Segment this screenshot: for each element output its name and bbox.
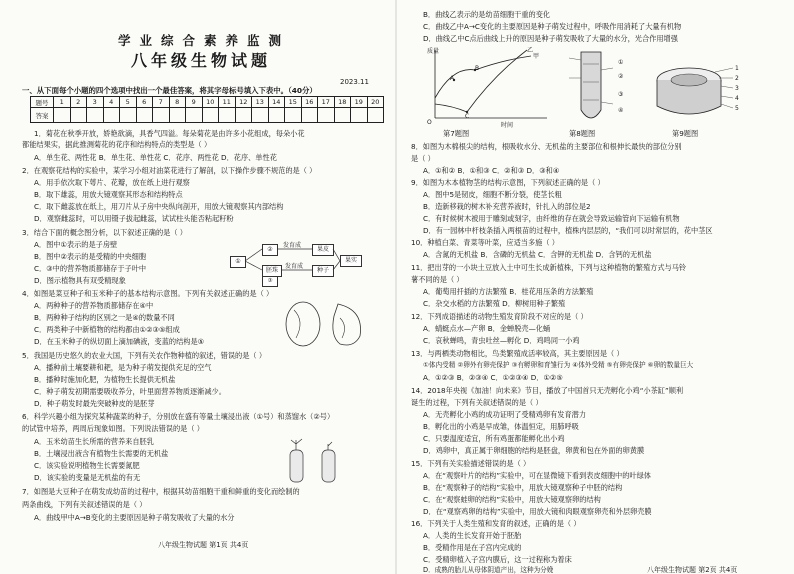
option-line: B．图中②表示的是受精的中央细胞 bbox=[34, 252, 147, 261]
question-line: 都能结果实，据此推测菊花的花序和结构特点的类型是（ ） bbox=[22, 140, 212, 149]
question-line: 16．下列关于人类生殖和发育的叙述，正确的是（ ） bbox=[411, 519, 581, 528]
question-line: 2．在观察花结构的实验中，某学习小组对油菜花进行了解剖，以下操作步骤不规范的是（ ） bbox=[22, 166, 317, 175]
question-line: 3．结合下面的概念图分析，以下叙述正确的是（ ） bbox=[22, 228, 187, 237]
figure-caption: 第7题图 bbox=[443, 129, 470, 138]
option-line: C．受精卵植入子宫内膜后，这一过程称为着床 bbox=[423, 555, 572, 564]
question-line: 10．种植白菜、青菜等叶菜，应适当多施（ ） bbox=[411, 238, 559, 247]
option-line: A．人类的生长发育开始于胚胎 bbox=[423, 531, 522, 540]
option-line: A．玉米幼苗生长所需的营养来自胚乳 bbox=[34, 437, 154, 446]
page-footer: 八年级生物试题 第1页 共4页 bbox=[158, 541, 249, 549]
question-line: 4．如图是菜豆种子和玉米种子的基本结构示意图。下列有关叙述正确的是（ ） bbox=[22, 289, 274, 298]
graph-origin: O bbox=[427, 119, 432, 126]
table-cell[interactable] bbox=[186, 108, 203, 123]
seed-structure-illustration bbox=[278, 296, 378, 351]
option-line: D．成熟的胎儿从母体阴道产出，这种为分娩 bbox=[423, 566, 554, 574]
option-line: B．孵化出的小鸡是早成雏，体温恒定，用肺呼吸 bbox=[423, 422, 579, 431]
concept-node: ② bbox=[262, 244, 278, 256]
stem-label: 3 bbox=[735, 85, 739, 92]
option-line: B．在“观察种子的结构”实验中，用放大镜观察种子中胚的结构 bbox=[423, 483, 623, 492]
option-line: B．播种时施加化肥，为植物生长提供无机盐 bbox=[34, 375, 176, 384]
table-cell[interactable] bbox=[301, 108, 318, 123]
question-line: 诞生的过程，下列有关叙述错误的是（ ） bbox=[411, 398, 543, 407]
option-line: C．在“观察蛙卵的结构”实验中，用放大镜观察卵的结构 bbox=[423, 495, 601, 504]
option-line: D．观察雌蕊时，可以用镊子拔起雌蕊，试试柱头能否粘起籽粉 bbox=[34, 214, 234, 223]
option-line: B．曲线乙表示的是幼苗细胞干重的变化 bbox=[423, 10, 551, 19]
option-line: D．种子萌发时最先突破种皮的是胚芽 bbox=[34, 399, 155, 408]
option-line: C．③中的营养物质都储存于子叶中 bbox=[34, 264, 147, 273]
option-line: C．种子萌发初期需要吸收养分，叶里面营养物质逐渐减少。 bbox=[34, 387, 226, 396]
option-line: C．哀秋蝉鸣，青虫吐丝—孵化 D．鸡鸣同一小鸡 bbox=[423, 336, 580, 345]
graph-ylabel: 质量 bbox=[427, 48, 440, 55]
option-line: A．单生花、两性花 B．单生花、单性花 C．花序、两性花 D．花序、单性花 bbox=[34, 153, 277, 162]
page-footer: 八年级生物试题 第2页 共4页 bbox=[647, 566, 738, 574]
option-line: C．曲线乙中A→C变化的主要原因是种子萌发过程中，呼吸作用消耗了大量有机物 bbox=[423, 22, 682, 31]
stem-label: 2 bbox=[735, 75, 739, 82]
root-label: ③ bbox=[618, 91, 624, 98]
root-label: ④ bbox=[618, 107, 624, 114]
question-line: 14．2018年央视《加油！向未来》节目，播放了中国首只无壳孵化小鸡“小茶缸”顺利 bbox=[411, 386, 684, 395]
table-cell[interactable] bbox=[70, 108, 87, 123]
option-line: D．在玉米种子的纵切面上滴加碘液，变蓝的结构是⑤ bbox=[34, 337, 205, 346]
table-cell: 7 bbox=[153, 97, 170, 108]
test-tube-illustration bbox=[278, 436, 353, 486]
graph-curve-label: 甲 bbox=[533, 53, 540, 60]
concept-node: 种子 bbox=[312, 265, 334, 277]
table-cell[interactable] bbox=[367, 108, 384, 123]
option-line: A．曲线甲中A→B变化的主要原因是种子萌发吸收了大量的水分 bbox=[34, 513, 235, 522]
root-label: ① bbox=[618, 59, 624, 66]
answer-table bbox=[30, 96, 384, 123]
option-line: ①体内受精 ②卵外有卵壳保护 ③有孵卵和育雏行为 ④体外受精 ⑤有卵壳保护 ⑥卵的数量巨大 bbox=[423, 361, 694, 369]
option-line: B．土壤浸出液含有植物生长需要的无机盐 bbox=[34, 449, 169, 458]
stem-label: 4 bbox=[735, 95, 739, 102]
stem-cross-section-illustration bbox=[649, 56, 739, 126]
table-cell[interactable] bbox=[202, 108, 219, 123]
option-line: A．无壳孵化小鸡的成功证明了受精鸡卵有发育潜力 bbox=[423, 410, 587, 419]
graph-xlabel: 时间 bbox=[501, 122, 514, 129]
stem-label: 1 bbox=[735, 65, 739, 72]
table-cell: 3 bbox=[87, 97, 104, 108]
option-line: A．①②③ B．②③④ C．①②③④ D．①②⑤ bbox=[423, 373, 563, 382]
option-line: A．播种前土壤要耕和耙，是为种子萌发提供充足的空气 bbox=[34, 363, 212, 372]
concept-arrow-label: 发育成 bbox=[285, 263, 304, 270]
table-cell[interactable] bbox=[252, 108, 269, 123]
graph-point-label: B bbox=[475, 65, 480, 72]
question-line: 是（ ） bbox=[411, 154, 435, 163]
option-line: B．受精作用是在子宫内完成的 bbox=[423, 543, 522, 552]
figure-caption: 第8题图 bbox=[569, 129, 596, 138]
table-cell[interactable] bbox=[318, 108, 335, 123]
table-cell[interactable] bbox=[103, 108, 120, 123]
table-cell: 4 bbox=[103, 97, 120, 108]
stem-label: 5 bbox=[735, 105, 739, 112]
table-row bbox=[31, 97, 384, 108]
table-cell: 16 bbox=[301, 97, 318, 108]
table-cell[interactable] bbox=[136, 108, 153, 123]
table-cell: 20 bbox=[367, 97, 384, 108]
table-cell: 19 bbox=[351, 97, 368, 108]
option-line: C．取下雌蕊放在纸上，用刀片从子房中央纵向剖开，用放大镜观察其内部结构 bbox=[34, 202, 284, 211]
table-cell[interactable] bbox=[219, 108, 236, 123]
concept-arrow-label: 发育成 bbox=[283, 242, 302, 249]
concept-map-lines bbox=[240, 240, 370, 290]
option-line: A．含氮的无机盐 B．含磷的无机盐 C．含钾的无机盐 D．含钙的无机盐 bbox=[423, 250, 652, 259]
table-cell: 1 bbox=[54, 97, 71, 108]
section-title: 一、从下面每个小题的四个选项中找出一个最佳答案，将其字母标号填入下表中。（40分） bbox=[22, 86, 317, 95]
table-cell: 15 bbox=[285, 97, 302, 108]
option-line: D．在“观察鸡卵的结构”实验中，用放大镜和肉眼观察卵壳和外层卵壳膜 bbox=[423, 507, 652, 516]
option-line: D．曲线乙中C点后曲线上升的原因是种子萌发吸收了大量的水分，光合作用增强 bbox=[423, 34, 678, 43]
table-cell[interactable] bbox=[120, 108, 137, 123]
graph-point-label: A bbox=[450, 75, 455, 82]
table-cell: 13 bbox=[252, 97, 269, 108]
table-cell: 2 bbox=[70, 97, 87, 108]
table-cell[interactable] bbox=[87, 108, 104, 123]
concept-node: ③ bbox=[262, 276, 278, 287]
table-cell: 5 bbox=[120, 97, 137, 108]
table-cell: 9 bbox=[186, 97, 203, 108]
option-line: B．取下雄蕊，用放大镜观察其形态和结构特点 bbox=[34, 190, 183, 199]
option-line: A．①和② B．①和③ C．②和③ D．③和④ bbox=[423, 166, 560, 175]
question-line: 1．菊花在秋季开放，娇艳欲滴，具香气四溢。每朵菊花是由许多小花组成，每朵小花 bbox=[34, 129, 305, 138]
question-line: 15．下列有关实验描述错误的是（ ） bbox=[411, 459, 531, 468]
table-cell[interactable] bbox=[285, 108, 302, 123]
concept-node: 果皮 bbox=[312, 244, 334, 256]
exam-date: 2023.11 bbox=[340, 78, 369, 86]
option-line: C．杂交水稻的方法繁殖 D．柳树用种子繁殖 bbox=[423, 299, 566, 308]
option-line: A．图中①表示的是子房壁 bbox=[34, 240, 118, 249]
option-line: C．该实验说明植物生长需要氮肥 bbox=[34, 461, 140, 470]
question-line: 的试管中培养，两周后现象如图。下列说法错误的是（ ） bbox=[22, 424, 204, 433]
table-cell: 10 bbox=[202, 97, 219, 108]
option-line: D．该实验的变量是无机盐的有无 bbox=[34, 473, 141, 482]
question-line: 两条曲线，下列有关叙述错误的是（ ） bbox=[22, 500, 147, 509]
option-line: C．只要温度适宜，所有鸡蛋都能孵化出小鸡 bbox=[423, 434, 565, 443]
figure-caption: 第9题图 bbox=[672, 129, 699, 138]
question-line: 9．如图为木本植物茎的结构示意图，下列叙述正确的是（ ） bbox=[411, 178, 605, 187]
graph-point-label: C bbox=[465, 113, 470, 120]
question-line: 12．下列成语描述的动物生殖发育阶段不对应的是（ ） bbox=[411, 312, 588, 321]
graph-curve-label: 乙 bbox=[527, 47, 534, 54]
option-line: C．有时候树木被用于雕刻或刻字，由纤维的存在就会导致运输管向下运输有机物 bbox=[423, 214, 680, 223]
table-cell[interactable] bbox=[268, 108, 285, 123]
table-cell: 答案 bbox=[31, 108, 54, 123]
option-line: A．两种种子的营养物质都储存在④中 bbox=[34, 301, 154, 310]
table-cell: 18 bbox=[334, 97, 351, 108]
table-cell[interactable] bbox=[235, 108, 252, 123]
question-line: 11．把出芽的一小块土豆放入土中可生长成新植株，下列与这种植物的繁殖方式与马铃 bbox=[411, 263, 687, 272]
exam-title: 八年级生物试题 bbox=[131, 51, 272, 70]
table-cell[interactable] bbox=[153, 108, 170, 123]
table-cell: 12 bbox=[235, 97, 252, 108]
table-cell[interactable] bbox=[334, 108, 351, 123]
root-label: ② bbox=[618, 73, 624, 80]
exam-header: 学业综合素养监测 bbox=[118, 33, 291, 48]
concept-node: 果实 bbox=[340, 255, 362, 267]
table-cell: 6 bbox=[136, 97, 153, 108]
option-line: A．用手依次取下萼片、花瓣，放在纸上进行观察 bbox=[34, 178, 190, 187]
option-line: B．两种种子结构的区别之一是④的数量不同 bbox=[34, 313, 175, 322]
table-cell[interactable] bbox=[54, 108, 71, 123]
table-cell: 17 bbox=[318, 97, 335, 108]
option-line: A．蜻蜓点水—产卵 B．金蝉脱壳—化蛹 bbox=[423, 324, 551, 333]
question-line: 5．我国是历史悠久的农业大国，下列有关农作物种植的叙述，错误的是（ ） bbox=[22, 351, 267, 360]
table-cell[interactable] bbox=[351, 108, 368, 123]
table-cell: 11 bbox=[219, 97, 236, 108]
question-line: 6．科学兴趣小组为探究某种蔬菜的种子，分别放在盛有等量土壤浸出液（①号）和蒸馏水（②号） bbox=[22, 412, 335, 421]
table-cell: 题号 bbox=[31, 97, 54, 108]
table-cell: 8 bbox=[169, 97, 186, 108]
option-line: A．图中5是韧皮，细胞不断分裂，使茎长粗 bbox=[423, 190, 562, 199]
option-line: D．图示植物具有双受精现象 bbox=[34, 276, 126, 285]
concept-node: ① bbox=[230, 256, 246, 268]
option-line: C．两类种子中新植物的结构都由①②③⑤组成 bbox=[34, 325, 180, 334]
option-line: A．葡萄用扦插的方法繁殖 B．桂花用压条的方法繁殖 bbox=[423, 287, 594, 296]
option-line: D．鸡卵中，真正属于卵细胞的结构是胚盘，卵黄和包在外面的卵黄膜 bbox=[423, 446, 645, 455]
question-line: 8．如图为木棉根尖的结构，根吸收水分、无机盐的主要部位和根伸长最快的部位分别 bbox=[411, 142, 682, 151]
table-row bbox=[31, 108, 384, 123]
question-line: 13．与两栖类动物相比，鸟类繁殖成活率较高，其主要原因是（ ） bbox=[411, 349, 624, 358]
concept-node: 胚珠 bbox=[262, 265, 282, 277]
option-line: D．有一园林中杆枝条插入两根苗的过程中，植株内层层的，“我们可以时常层的，花中茎区 bbox=[423, 226, 713, 235]
question-line: 薯不同的是（ ） bbox=[411, 275, 464, 284]
option-line: B．造新移栽的树木补充营养液时，针扎入的部位是2 bbox=[423, 202, 591, 211]
question-line: 7．如图是大豆种子在萌发成幼苗的过程中，根据其幼苗细胞干重和鲜重的变化而绘制的 bbox=[22, 487, 300, 496]
option-line: A．在“观察叶片的结构”实验中，可在显微镜下看到表皮细胞中的叶绿体 bbox=[423, 471, 651, 480]
exam-page-2 bbox=[397, 0, 794, 574]
table-cell[interactable] bbox=[169, 108, 186, 123]
table-cell: 14 bbox=[268, 97, 285, 108]
